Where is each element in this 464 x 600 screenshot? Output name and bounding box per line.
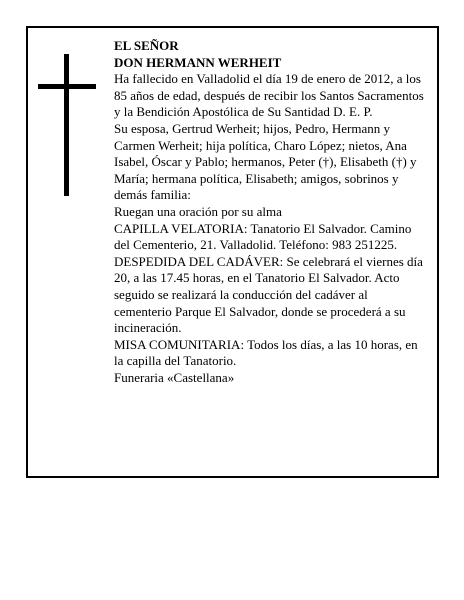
cross-vertical-bar [64,54,69,196]
wake-chapel: CAPILLA VELATORIA: Tanatorio El Salvador. Camino del Cementerio, 21. Valladolid. Teléfono: 983 251225. [114,220,412,253]
prayer-request: Ruegan una oración por su alma [114,203,282,219]
deceased-name: DON HERMANN WERHEIT [114,54,282,70]
cross-horizontal-bar [38,84,96,89]
family-list: Su esposa, Gertrud Werheit; hijos, Pedro, Hermann y Carmen Werheit; hija política, Charo López; nietos, Ana Isabel, Óscar y Pablo; hermanos, Peter (†), Elisabeth (†) y María; hermana política, Elisabeth; amigos, sobrinos y demás familia: [114,120,417,203]
notice-title: EL SEÑOR [114,38,179,53]
notice-text [114,38,424,386]
death-announcement: Ha fallecido en Valladolid el día 19 de enero de 2012, a los 85 años de edad, después de recibir los Santos Sacramentos y la Bendición Apostólica de Su Santidad D. E. P. [114,71,424,120]
farewell-details: DESPEDIDA DEL CADÁVER: Se celebrará el viernes día 20, a las 17.45 horas, en el Tanatorio El Salvador. Acto seguido se realizará la conducción del cadáver al cementerio Parque El Salvador, donde se procederá a su incineración. [114,253,423,336]
funeral-home: Funeraria «Castellana» [114,369,235,385]
community-mass: MISA COMUNITARIA: Todos los días, a las 10 horas, en la capilla del Tanatorio. [114,336,418,369]
